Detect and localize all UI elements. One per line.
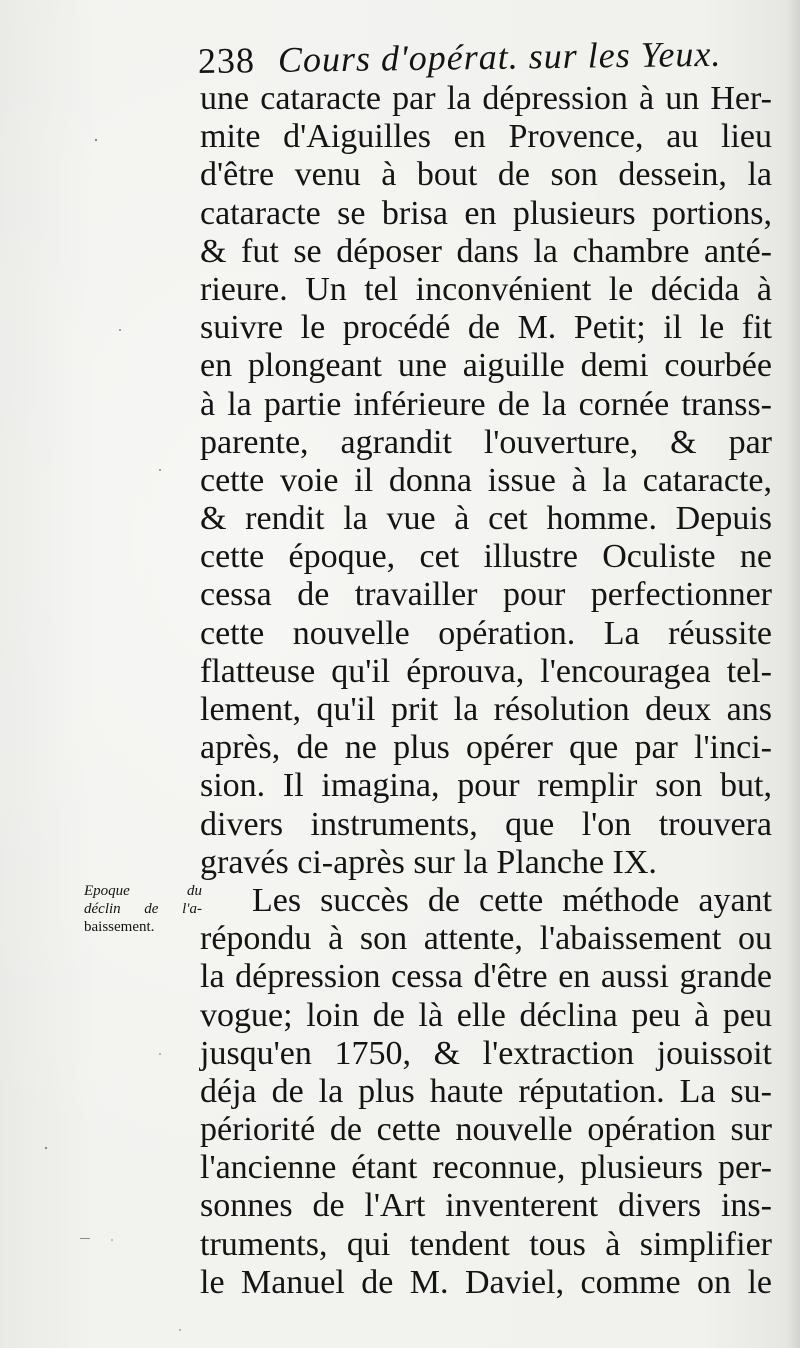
running-head-title: Cours d'opérat. sur les Yeux.	[277, 33, 722, 80]
text-line: à la partie inférieure de la cornée transs-	[200, 385, 772, 423]
text-line: l'ancienne étant reconnue, plusieurs per-	[200, 1149, 772, 1187]
text-line: une cataracte par la dépression à un Her-	[200, 80, 772, 117]
text-line: cataracte se brisa en plusieurs portions,	[200, 194, 772, 232]
text-line: lement, qu'il prit la résolution deux ans	[200, 691, 772, 728]
text-line: répondu à son attente, l'abaissement ou	[200, 920, 772, 958]
text-line: rieure. Un tel inconvénient le décida à	[200, 270, 772, 308]
text-line: périorité de cette nouvelle opération sur	[200, 1111, 772, 1149]
text-line: en plongeant une aiguille demi courbée	[200, 347, 772, 385]
text-line: déja de la plus haute réputation. La su-	[200, 1072, 772, 1110]
page-number: 238	[197, 40, 256, 81]
margin-note	[84, 882, 202, 936]
text-line: sonnes de l'Art inventerent divers ins-	[200, 1187, 772, 1225]
paragraph-end-line: gravés ci-après sur la Planche IX.	[200, 843, 657, 881]
text-line: vogue; loin de là elle déclina peu à peu	[200, 996, 772, 1034]
text-line: parente, agrandit l'ouverture, & par	[200, 423, 772, 461]
text-line: suivre le procédé de M. Petit; il le fit	[200, 309, 772, 347]
text-line: le Manuel de M. Daviel, comme on le	[200, 1263, 772, 1301]
text-line: truments, qui tendent tous à simplifier	[200, 1225, 772, 1263]
text-line: cessa de travailler pour perfectionner	[200, 576, 772, 614]
page-edge-shadow	[786, 0, 800, 1348]
text-line: divers instruments, que l'on trouvera	[200, 805, 772, 843]
margin-note-line: baissement.	[84, 919, 155, 935]
text-line: flatteuse qu'il éprouva, l'encouragea tel-	[200, 652, 772, 690]
text-line: cette voie il donna issue à la cataracte,	[200, 461, 772, 499]
text-line: sion. Il imagina, pour remplir son but,	[200, 767, 772, 805]
text-line: jusqu'en 1750, & l'extraction jouissoit	[200, 1034, 772, 1072]
text-line: cette époque, cet illustre Oculiste ne	[200, 538, 772, 576]
text-line: & rendit la vue à cet homme. Depuis	[200, 500, 772, 538]
text-line: la dépression cessa d'être en aussi grande	[200, 958, 772, 996]
paragraph-start-line: Les succès de cette méthode ayant	[252, 881, 772, 919]
text-line: d'être venu à bout de son dessein, la	[200, 156, 772, 194]
text-line: cette nouvelle opération. La réussite	[200, 614, 772, 652]
margin-note-line: Epoque du	[84, 883, 202, 899]
text-line: mite d'Aiguilles en Provence, au lieu	[200, 118, 772, 156]
body-text	[200, 80, 772, 1302]
text-line: & fut se déposer dans la chambre anté-	[200, 232, 772, 270]
margin-note-line: déclin de l'a-	[84, 901, 202, 917]
text-line: après, de ne plus opérer que par l'inci-	[200, 729, 772, 767]
